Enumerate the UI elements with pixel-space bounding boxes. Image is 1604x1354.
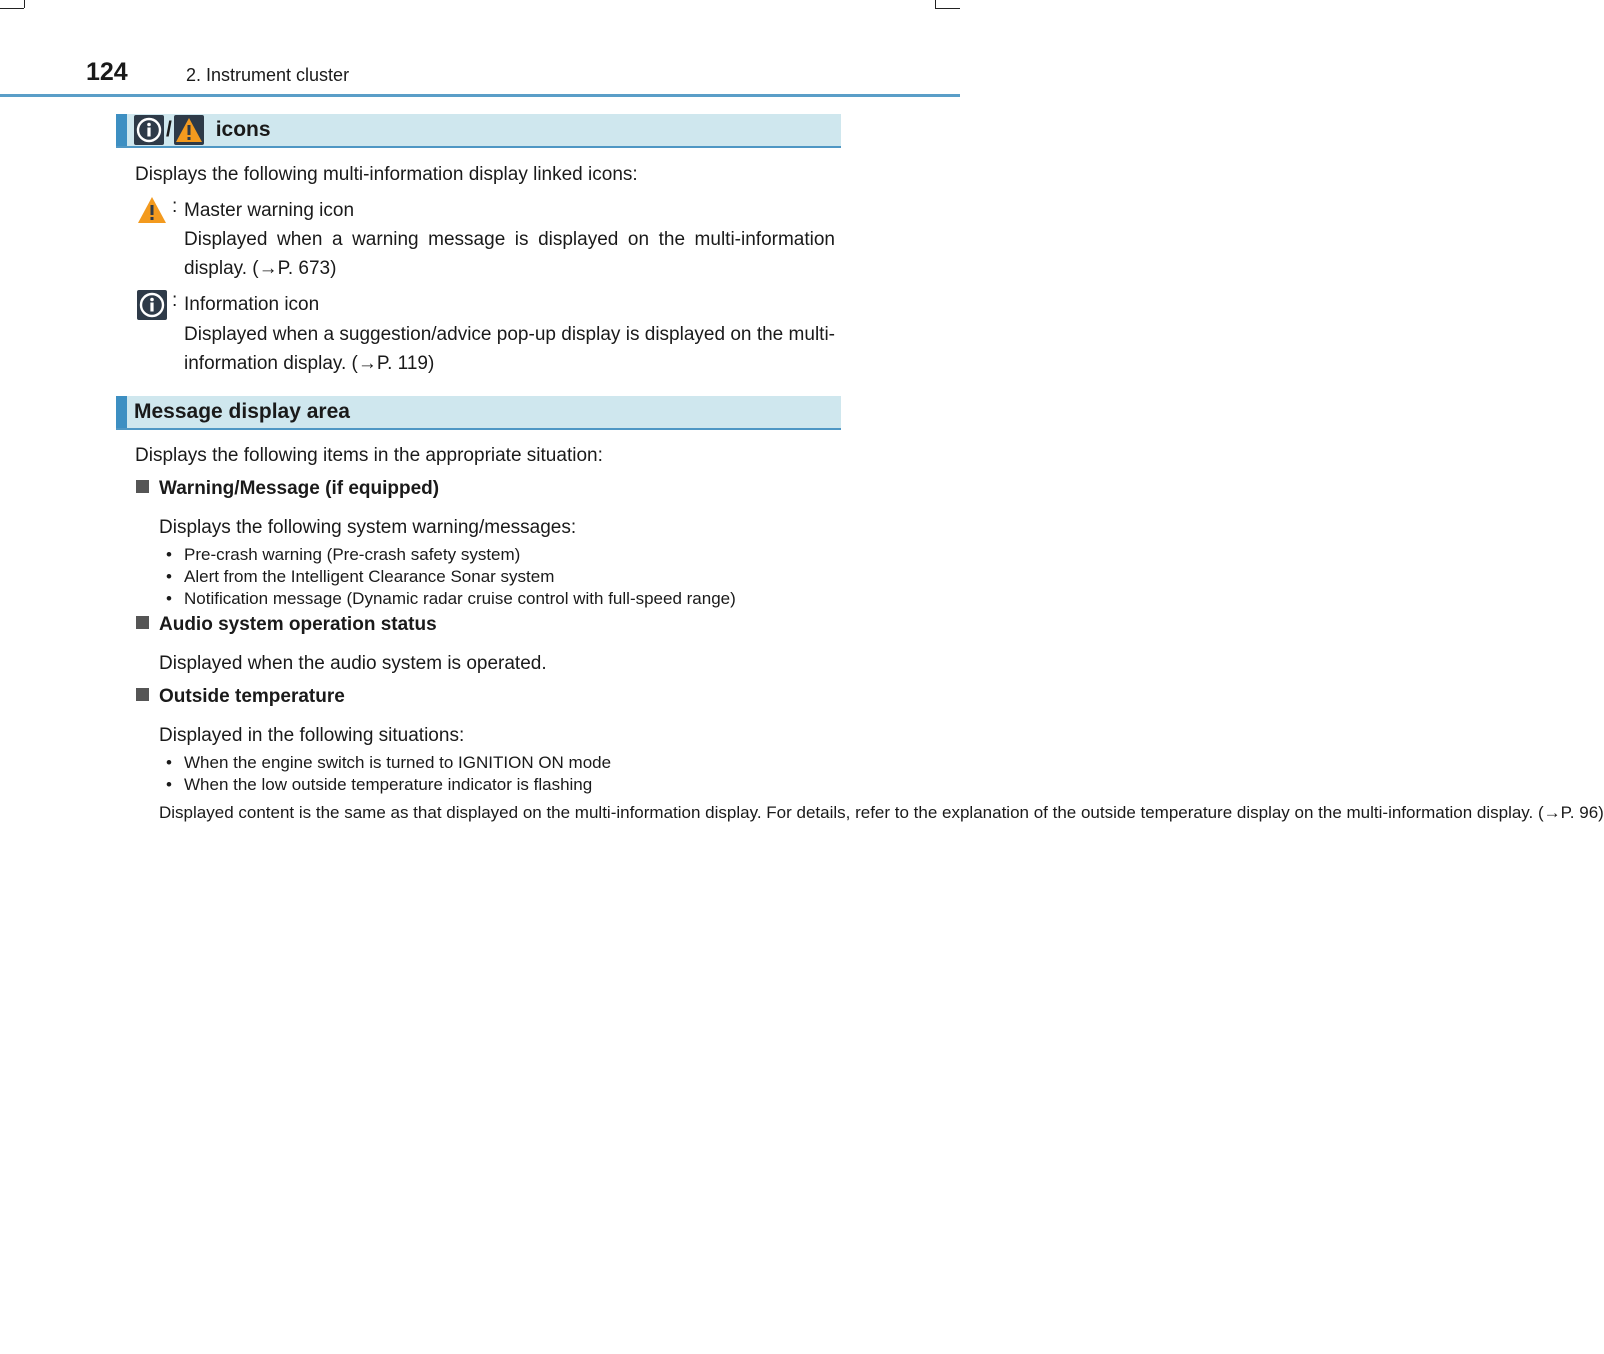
subheading-audio: Audio system operation status	[136, 614, 437, 636]
audio-body: Displayed when the audio system is operated.	[159, 653, 547, 674]
square-bullet-icon	[136, 480, 149, 493]
subheading-outside-temp: Outside temperature	[136, 686, 345, 708]
information-icon	[137, 290, 167, 320]
master-warning-description: Displayed when a warning message is displayed on the multi-information display. (→P. 673)	[184, 229, 835, 279]
section-message-header	[116, 396, 841, 430]
crop-mark	[935, 8, 960, 9]
list-item: • When the low outside temperature indicator is flashing	[166, 775, 593, 794]
list-item: • When the engine switch is turned to IGNITION ON mode	[166, 753, 612, 772]
information-description: Displayed when a suggestion/advice pop-up display is displayed on the multi-information display. (→P. 119)	[184, 324, 835, 374]
list-item: • Alert from the Intelligent Clearance Sonar system	[166, 567, 555, 586]
information-icon	[134, 115, 164, 145]
section1-intro: Displays the following multi-information display linked icons:	[135, 164, 638, 185]
title-separator: /	[166, 117, 172, 141]
section2-intro: Displays the following items in the appropriate situation:	[135, 445, 603, 466]
outside-temp-note: Displayed content is the same as that displayed on the multi-information display. For details, refer to the explanation of the outside temperature display on the multi-information display. (→P. 96)	[159, 803, 1604, 822]
chapter-title: 2. Instrument cluster	[186, 65, 350, 85]
def-information-icon	[137, 290, 167, 320]
section-icons-header	[116, 114, 841, 148]
colon: :	[172, 196, 178, 217]
information-label: Information icon	[184, 294, 320, 315]
crop-mark	[935, 0, 936, 8]
list-item: • Pre-crash warning (Pre-crash safety system)	[166, 545, 521, 564]
warning-triangle-icon	[137, 195, 167, 225]
section-icons-title-text: icons	[215, 118, 271, 141]
page-number: 124	[86, 58, 128, 86]
def-warning-icon	[137, 195, 167, 225]
outside-temp-body: Displayed in the following situations:	[159, 725, 465, 746]
crop-mark	[0, 8, 24, 9]
crop-mark	[24, 0, 25, 8]
square-bullet-icon	[136, 616, 149, 629]
section-message-title: Message display area	[134, 400, 350, 423]
colon: :	[172, 290, 178, 311]
subheading-warning: Warning/Message (if equipped)	[136, 478, 439, 500]
master-warning-label: Master warning icon	[184, 200, 355, 221]
warning-body: Displays the following system warning/messages:	[159, 517, 577, 538]
square-bullet-icon	[136, 688, 149, 701]
warning-triangle-icon	[174, 115, 204, 145]
section-icons-title	[134, 115, 271, 145]
list-item: • Notification message (Dynamic radar cruise control with full-speed range)	[166, 589, 736, 608]
header-rule	[0, 94, 960, 97]
